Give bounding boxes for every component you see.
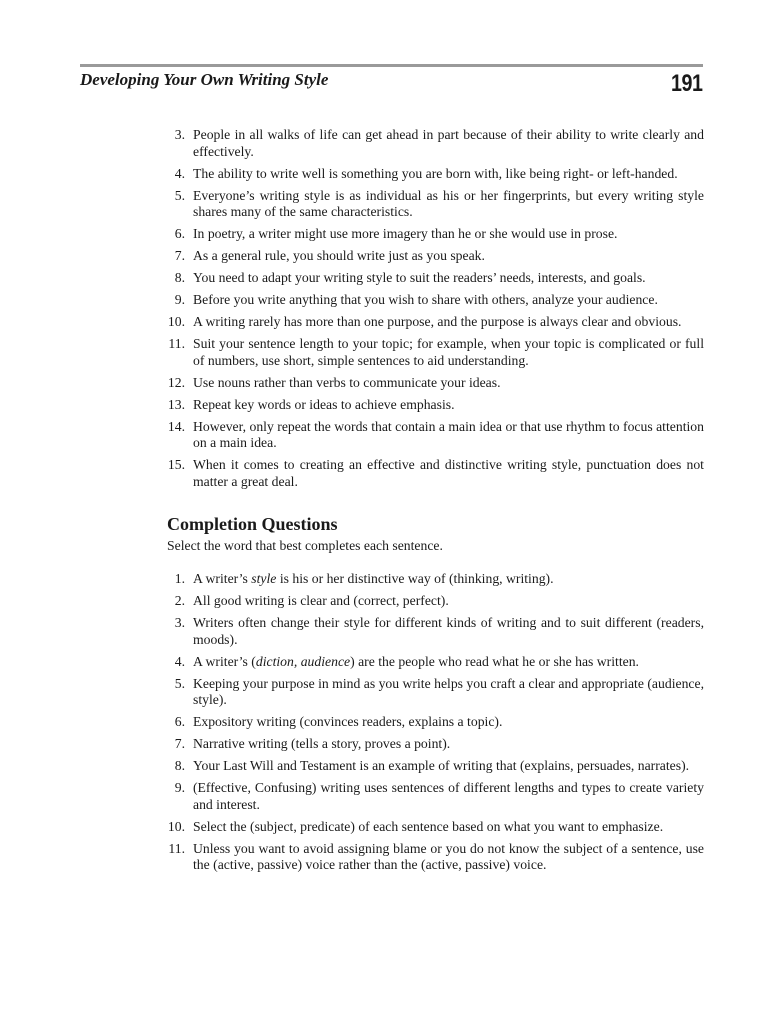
list-item [167, 841, 704, 874]
section-title: Completion Questions [167, 514, 338, 534]
item-text-pre: Select the (subject, predicate) of each sentence based on what you want to emphasize. [193, 818, 664, 834]
item-text-pre: All good writing is clear and (correct, perfect). [193, 593, 449, 608]
item-number: 9. [174, 292, 185, 307]
item-text: You need to adapt your writing style to suit the readers’ needs, interests, and goals. [193, 270, 646, 285]
page-content [167, 127, 704, 879]
item-number: 8. [174, 270, 185, 285]
item-number: 14. [167, 418, 185, 434]
item-text-pre: (Effective, Confusing) writing uses sentences of different lengths and types to create variety and interest. [193, 780, 704, 812]
list-item [167, 676, 704, 709]
item-text: In poetry, a writer might use more imagery than he or she would use in prose. [193, 226, 618, 241]
item-number: 5. [174, 675, 185, 691]
item-text: Use nouns rather than verbs to communicate your ideas. [193, 374, 501, 390]
item-number: 4. [174, 653, 185, 669]
list-item [167, 166, 704, 183]
list-item [167, 419, 704, 452]
list-item [167, 226, 704, 243]
list-item [167, 292, 704, 309]
item-text-pre: A writer’s [193, 571, 252, 586]
item-text-pre: Your Last Will and Testament is an example of writing that (explains, persuades, narrates). [193, 758, 690, 773]
true-false-list [167, 127, 704, 490]
item-text-post: ) are the people who read what he or she has written. [350, 653, 639, 669]
completion-list [167, 571, 704, 874]
item-text-pre: Writers often change their style for different kinds of writing and to suit different (readers, moods). [193, 615, 704, 647]
list-item [167, 819, 704, 836]
item-number: 5. [174, 187, 185, 203]
item-text-pre: Expository writing (convinces readers, explains a topic). [193, 714, 503, 729]
item-number: 6. [174, 714, 185, 729]
item-number: 7. [174, 736, 185, 751]
list-item [167, 714, 704, 731]
list-item [167, 314, 704, 331]
item-number: 11. [168, 336, 185, 351]
item-text-pre: Narrative writing (tells a story, proves a point). [193, 736, 451, 751]
item-number: 10. [167, 818, 185, 834]
item-text: As a general rule, you should write just as you speak. [193, 248, 485, 263]
item-text: Repeat key words or ideas to achieve emphasis. [193, 396, 455, 412]
list-item [167, 780, 704, 813]
item-number: 3. [174, 615, 185, 630]
list-item [167, 397, 704, 414]
item-number: 15. [167, 457, 185, 472]
list-item [167, 758, 704, 775]
section-instructions: Select the word that best completes each sentence. [167, 538, 443, 553]
item-text-post: is his or her distinctive way of (thinking, writing). [276, 571, 554, 586]
list-item [167, 654, 704, 671]
list-item [167, 375, 704, 392]
item-number: 9. [174, 780, 185, 795]
item-number: 4. [174, 165, 185, 181]
item-number: 11. [168, 840, 185, 856]
list-item [167, 188, 704, 221]
item-number: 12. [167, 374, 185, 390]
list-item [167, 615, 704, 648]
header-rule [80, 64, 703, 67]
item-text: Everyone’s writing style is as individual as his or her fingerprints, but every writing style shares many of the same characteristics. [193, 187, 704, 219]
item-text: A writing rarely has more than one purpose, and the purpose is always clear and obvious. [193, 314, 682, 329]
list-item [167, 127, 704, 160]
item-number: 8. [174, 758, 185, 773]
item-text: When it comes to creating an effective and distinctive writing style, punctuation does not matter a great deal. [193, 457, 704, 489]
page-number: 191 [671, 70, 703, 97]
item-text: The ability to write well is something you are born with, like being right- or left-handed. [193, 165, 678, 181]
list-item [167, 593, 704, 610]
running-head: Developing Your Own Writing Style [80, 70, 329, 89]
item-number: 3. [174, 127, 185, 142]
item-number: 6. [174, 226, 185, 241]
item-text: People in all walks of life can get ahead in part because of their ability to write clearly and effectively. [193, 127, 704, 159]
item-text-pre: A writer’s ( [193, 653, 256, 669]
item-text-em: style [251, 571, 277, 586]
item-text-pre: Keeping your purpose in mind as you write helps you craft a clear and appropriate (audience, style). [193, 675, 704, 707]
item-text-pre: Unless you want to avoid assigning blame or you do not know the subject of a sentence, use the (active, passive) voice rather than the (active, passive) voice. [193, 840, 704, 872]
item-number: 13. [167, 396, 185, 412]
list-item [167, 571, 704, 588]
list-item [167, 270, 704, 287]
item-text: Suit your sentence length to your topic; for example, when your topic is complicated or full of numbers, use short, simple sentences to aid understanding. [193, 336, 704, 368]
list-item [167, 336, 704, 369]
item-text: However, only repeat the words that contain a main idea or that use rhythm to focus attention on a main idea. [193, 418, 704, 450]
list-item [167, 736, 704, 753]
item-text: Before you write anything that you wish to share with others, analyze your audience. [193, 292, 658, 307]
list-item [167, 248, 704, 265]
list-item [167, 457, 704, 490]
item-number: 7. [174, 248, 185, 263]
item-text-em: diction, audience [255, 653, 351, 669]
item-number: 10. [167, 314, 185, 329]
item-number: 2. [174, 593, 185, 608]
item-number: 1. [174, 571, 185, 586]
